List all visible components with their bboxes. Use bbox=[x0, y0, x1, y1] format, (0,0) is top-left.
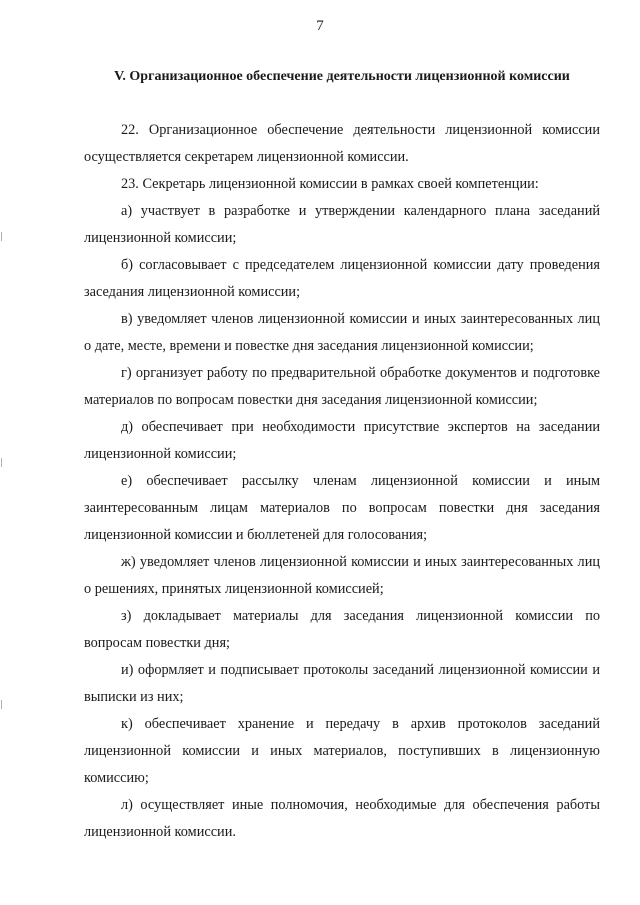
list-item-e: е) обеспечивает рассылку членам лицензионной комиссии и иным заинтересованным лицам материалов по вопросам повестки дня заседания лицензионной комиссии и бюллетеней для голосования; bbox=[84, 473, 600, 543]
list-item-g: г) организует работу по предварительной обработке документов и подготовке материалов по вопросам повестки дня заседания лицензионной комиссии; bbox=[84, 365, 600, 408]
page-number: 7 bbox=[316, 18, 324, 34]
list-item-v: в) уведомляет членов лицензионной комиссии и иных заинтересованных лиц о дате, месте, времени и повестке дня заседания лицензионной комиссии; bbox=[84, 311, 600, 354]
list-item-k: к) обеспечивает хранение и передачу в архив протоколов заседаний лицензионной комиссии и иных материалов, поступивших в лицензионную комиссию; bbox=[84, 716, 600, 786]
list-item-a: а) участвует в разработке и утверждении календарного плана заседаний лицензионной комиссии; bbox=[84, 203, 600, 246]
scan-edge-mark bbox=[1, 232, 2, 241]
document-body bbox=[84, 117, 600, 846]
list-item-b: б) согласовывает с председателем лицензионной комиссии дату проведения заседания лицензионной комиссии; bbox=[84, 257, 600, 300]
section-title: V. Организационное обеспечение деятельности лицензионной комиссии bbox=[114, 69, 570, 84]
paragraph-22: 22. Организационное обеспечение деятельности лицензионной комиссии осуществляется секретарем лицензионной комиссии. bbox=[84, 122, 600, 165]
list-item-zh: ж) уведомляет членов лицензионной комиссии и иных заинтересованных лиц о решениях, принятых лицензионной комиссией; bbox=[84, 554, 600, 597]
scan-edge-mark bbox=[1, 458, 2, 467]
paragraph-23: 23. Секретарь лицензионной комиссии в рамках своей компетенции: bbox=[121, 176, 539, 192]
scan-edge-mark bbox=[1, 700, 2, 709]
list-item-d: д) обеспечивает при необходимости присутствие экспертов на заседании лицензионной комиссии; bbox=[84, 419, 600, 462]
list-item-l: л) осуществляет иные полномочия, необходимые для обеспечения работы лицензионной комиссии. bbox=[84, 797, 600, 840]
list-item-i: и) оформляет и подписывает протоколы заседаний лицензионной комиссии и выписки из них; bbox=[84, 662, 600, 705]
list-item-z: з) докладывает материалы для заседания лицензионной комиссии по вопросам повестки дня; bbox=[84, 608, 600, 651]
